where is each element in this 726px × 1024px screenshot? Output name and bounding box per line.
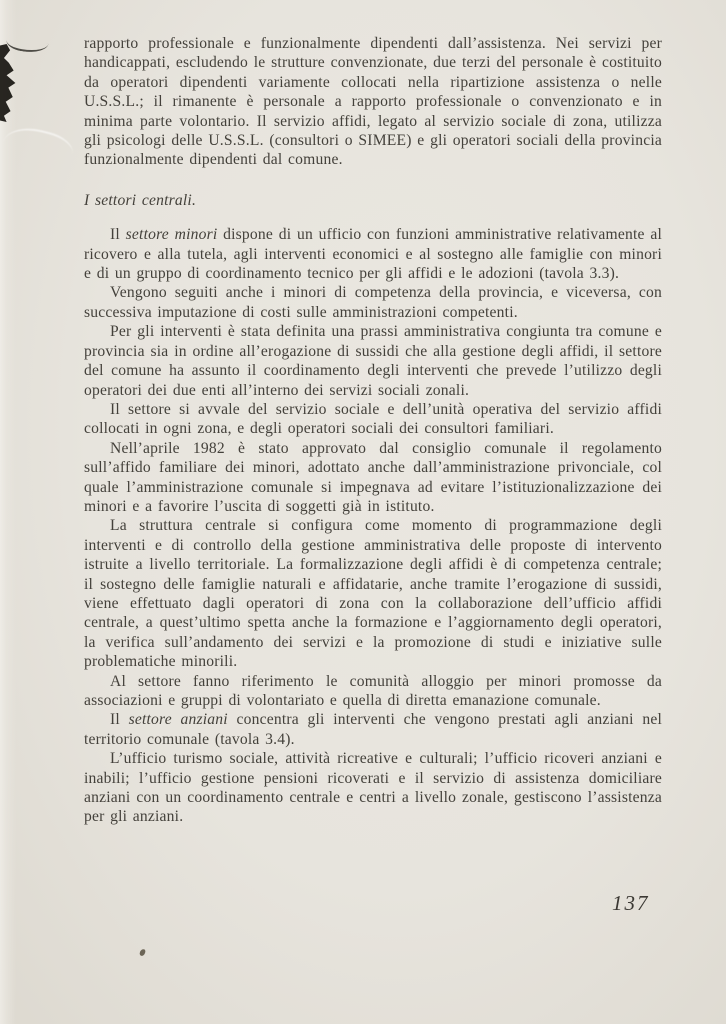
paragraph bbox=[84, 749, 662, 827]
italic-text-run: settore anziani bbox=[128, 711, 228, 729]
section-heading: I settori centrali. bbox=[84, 191, 197, 209]
paragraph bbox=[84, 516, 662, 671]
paragraph bbox=[84, 322, 662, 400]
paragraph bbox=[84, 710, 662, 749]
text-run: Al settore fanno riferimento le comunità alloggio per minori promosse da associazioni e gruppi di volontariato e quella di diretta emanazione comunale. bbox=[84, 672, 662, 709]
paragraph bbox=[84, 672, 662, 711]
paragraph bbox=[84, 283, 662, 322]
text-run: Il bbox=[110, 226, 126, 244]
text-run: L’ufficio turismo sociale, attività ricreative e culturali; l’ufficio ricoveri anziani e inabili; l’ufficio gestione pensioni ricoverati e il servizio di assistenza domiciliare anziani con un coordinamento centrale e centri a livello zonale, gestiscono l’assistenza per gli anziani. bbox=[84, 750, 662, 826]
text-run: La struttura centrale si configura come momento di programmazione degli interventi e di controllo della gestione amministrativa delle proposte di intervento istruite a livello territoriale. La formalizzazione degli affidi è di competenza centrale; il sostegno delle famiglie naturali e affidatarie, anche tramite l’erogazione di sussidi, viene effettuato dagli operatori di zona con la collaborazione dell’ufficio affidi centrale, a quest’ultimo spetta anche la formazione e l’aggiornamento degli operatori, la verifica sull’andamento dei servizi e la promozione di studi e iniziative sulle problematiche minorili. bbox=[84, 517, 662, 671]
paragraph bbox=[84, 400, 662, 439]
paragraph bbox=[84, 225, 662, 283]
paragraph bbox=[84, 34, 662, 170]
text-run: Il bbox=[110, 711, 129, 729]
text-run: Nell’aprile 1982 è stato approvato dal consiglio comunale il regolamento sull’affido familiare dei minori, adottato anche dall’amministrazione privonciale, col quale l’amministrazione comunale si impegnava ad evitare l’istituzionalizzazione dei minori e a favorire l’uscita di soggetti già in istituto. bbox=[84, 439, 662, 515]
text-column bbox=[84, 34, 662, 827]
text-run: Il settore si avvale del servizio sociale e dell’unità operativa del servizio affidi collocati in ogni zona, e degli operatori sociali dei consultori familiari. bbox=[84, 400, 662, 438]
text-run: rapporto professionale e funzionalmente dipendenti dall’assistenza. Nei servizi per handicappati, escludendo le strutture convenzionate, due terzi del personale è costituito da operatori dipendenti variamente collocati nella ripartizione assistenza o nelle U.S.S.L.; il rimanente è personale a rapporto professionale o convenzionato e in minima parte volontario. Il servizio affidi, legato al servizio sociale di zona, utilizza gli psicologi delle U.S.S.L. (consultori o SIMEE) e gli operatori sociali della provincia funzionalmente dipendenti dal comune. bbox=[84, 35, 662, 169]
text-run: concentra gli interventi che vengono prestati agli anziani nel territorio comunale (tavola 3.4). bbox=[84, 711, 662, 748]
text-run: Vengono seguiti anche i minori di competenza della provincia, e viceversa, con successiva imputazione di costi sulle amministrazioni competenti. bbox=[84, 284, 662, 321]
dust-speck bbox=[139, 948, 146, 956]
text-run: dispone di un ufficio con funzioni amministrative relativamente al ricovero e alla tutela, agli interventi economici e al sostegno alle famiglie con minori e di un gruppo di coordinamento tecnico per gli affidi e le adozioni (tavola 3.3). bbox=[84, 226, 662, 283]
italic-text-run: settore minori bbox=[125, 226, 218, 244]
torn-paper-edge bbox=[0, 0, 16, 1024]
paragraph bbox=[84, 439, 662, 517]
page-number: 137 bbox=[612, 891, 650, 915]
text-run: Per gli interventi è stata definita una prassi amministrativa congiunta tra comune e provincia sia in ordine all’erogazione di sussidi che alla gestione degli affidi, il settore del comune ha assunto il coordinamento degli interventi che prevede l’utilizzo degli operatori dei due enti all’interno dei servizi sociali zonali. bbox=[84, 323, 662, 399]
